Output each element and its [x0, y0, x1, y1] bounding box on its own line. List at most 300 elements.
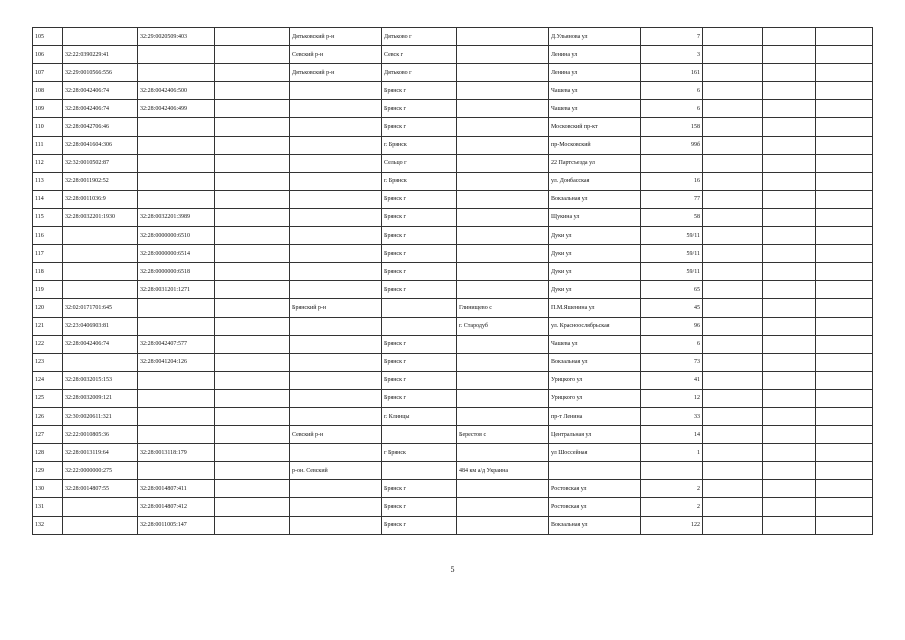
- table-cell: 58: [641, 208, 703, 226]
- table-cell: [816, 389, 873, 407]
- table-cell: [816, 154, 873, 172]
- table-cell: [290, 335, 382, 353]
- table-cell: 32:28:0013119:64: [63, 444, 138, 462]
- table-cell: [816, 407, 873, 425]
- table-cell: [703, 190, 763, 208]
- table-cell: [63, 281, 138, 299]
- table-cell: [138, 462, 215, 480]
- table-cell: Брянск г: [382, 190, 457, 208]
- table-cell: Вокзальная ул: [549, 353, 641, 371]
- table-cell: [816, 64, 873, 82]
- table-cell: [816, 227, 873, 245]
- table-cell: [63, 353, 138, 371]
- table-row: [33, 100, 873, 118]
- table-cell: [215, 154, 290, 172]
- table-cell: [763, 227, 816, 245]
- table-cell: [215, 190, 290, 208]
- table-cell: [457, 100, 549, 118]
- table-cell: Брянск г: [382, 281, 457, 299]
- table-cell: [290, 371, 382, 389]
- table-cell: 117: [33, 245, 63, 263]
- table-cell: 32:28:0000000:6510: [138, 227, 215, 245]
- table-cell: [763, 516, 816, 534]
- table-cell: [816, 100, 873, 118]
- table-cell: 32:29:0010566:556: [63, 64, 138, 82]
- table-cell: [457, 118, 549, 136]
- table-cell: 32:28:0013118:179: [138, 444, 215, 462]
- table-cell: [763, 245, 816, 263]
- table-cell: Ленина ул: [549, 64, 641, 82]
- table-cell: [382, 299, 457, 317]
- table-cell: [215, 46, 290, 64]
- table-cell: 109: [33, 100, 63, 118]
- table-cell: Урицкого ул: [549, 389, 641, 407]
- table-cell: Брянск г: [382, 335, 457, 353]
- table-row: [33, 82, 873, 100]
- table-cell: [703, 480, 763, 498]
- table-row: [33, 28, 873, 46]
- table-cell: 45: [641, 299, 703, 317]
- table-cell: 32:28:0041204:126: [138, 353, 215, 371]
- table-cell: 73: [641, 353, 703, 371]
- table-cell: [703, 371, 763, 389]
- table-cell: 6: [641, 100, 703, 118]
- table-cell: [457, 407, 549, 425]
- table-cell: [63, 516, 138, 534]
- table-cell: Центральная ул: [549, 426, 641, 444]
- table-cell: [816, 317, 873, 335]
- table-cell: [215, 281, 290, 299]
- table-cell: [290, 389, 382, 407]
- table-cell: 114: [33, 190, 63, 208]
- table-cell: 161: [641, 64, 703, 82]
- table-cell: 65: [641, 281, 703, 299]
- table-row: [33, 407, 873, 425]
- table-cell: [63, 245, 138, 263]
- table-cell: [215, 498, 290, 516]
- table-cell: 158: [641, 118, 703, 136]
- table-cell: [763, 281, 816, 299]
- table-cell: 32:28:0032201:3989: [138, 208, 215, 226]
- table-cell: [763, 46, 816, 64]
- table-row: [33, 426, 873, 444]
- table-cell: 106: [33, 46, 63, 64]
- table-cell: [290, 444, 382, 462]
- table-cell: 6: [641, 335, 703, 353]
- table-cell: [290, 82, 382, 100]
- table-cell: [138, 426, 215, 444]
- table-row: [33, 208, 873, 226]
- table-cell: Брянск г: [382, 480, 457, 498]
- table-cell: [816, 498, 873, 516]
- table-cell: 115: [33, 208, 63, 226]
- table-cell: 32:28:0011036:9: [63, 190, 138, 208]
- table-cell: [703, 407, 763, 425]
- table-cell: [763, 444, 816, 462]
- table-cell: Сельцо г: [382, 154, 457, 172]
- table-cell: Дуки ул: [549, 263, 641, 281]
- table-cell: [703, 208, 763, 226]
- table-cell: Д.Ульянова ул: [549, 28, 641, 46]
- table-cell: 32:28:0032009:121: [63, 389, 138, 407]
- table-cell: [215, 371, 290, 389]
- table-cell: Брянск г: [382, 353, 457, 371]
- table-cell: 59/11: [641, 263, 703, 281]
- table-cell: [290, 136, 382, 154]
- table-cell: 32:28:0011005:147: [138, 516, 215, 534]
- table-cell: 113: [33, 172, 63, 190]
- table-cell: пр-т Ленина: [549, 407, 641, 425]
- table-cell: [215, 172, 290, 190]
- table-row: [33, 371, 873, 389]
- table-cell: [816, 118, 873, 136]
- table-cell: Дятьковский р-н: [290, 64, 382, 82]
- table-cell: Дуки ул: [549, 281, 641, 299]
- table-cell: [290, 100, 382, 118]
- table-cell: [457, 154, 549, 172]
- table-cell: 32:28:0042406:74: [63, 82, 138, 100]
- table-cell: [703, 389, 763, 407]
- table-row: [33, 389, 873, 407]
- table-cell: [63, 263, 138, 281]
- table-cell: Брянск г: [382, 389, 457, 407]
- table-row: [33, 154, 873, 172]
- table-cell: 32:28:0032015:153: [63, 371, 138, 389]
- table-cell: Дятьково г: [382, 28, 457, 46]
- table-cell: Чашева ул: [549, 82, 641, 100]
- table-cell: [703, 317, 763, 335]
- table-cell: 32:28:0041604:306: [63, 136, 138, 154]
- table-cell: Брянск г: [382, 245, 457, 263]
- table-cell: [816, 426, 873, 444]
- table-cell: [816, 480, 873, 498]
- table-cell: Ростовская ул: [549, 498, 641, 516]
- table-cell: [290, 190, 382, 208]
- table-cell: [816, 462, 873, 480]
- table-cell: [763, 353, 816, 371]
- table-cell: [382, 462, 457, 480]
- table-cell: [138, 389, 215, 407]
- table-cell: 32:02:0171701:645: [63, 299, 138, 317]
- table-cell: [457, 389, 549, 407]
- table-cell: 105: [33, 28, 63, 46]
- table-cell: [215, 100, 290, 118]
- table-cell: [215, 136, 290, 154]
- table-cell: [215, 82, 290, 100]
- table-cell: [457, 227, 549, 245]
- table-cell: 32:28:0011902:52: [63, 172, 138, 190]
- table-cell: ул Шоссейная: [549, 444, 641, 462]
- table-cell: Чашева ул: [549, 100, 641, 118]
- table-cell: г. Брянск: [382, 136, 457, 154]
- table-cell: [763, 480, 816, 498]
- table-cell: Севск г: [382, 46, 457, 64]
- table-cell: [382, 317, 457, 335]
- table-cell: [290, 480, 382, 498]
- table-cell: 41: [641, 371, 703, 389]
- table-cell: [816, 516, 873, 534]
- table-cell: [138, 371, 215, 389]
- table-cell: [290, 317, 382, 335]
- table-cell: [763, 389, 816, 407]
- table-cell: 32:22:0000000:275: [63, 462, 138, 480]
- table-cell: [816, 190, 873, 208]
- table-cell: 130: [33, 480, 63, 498]
- table-cell: [549, 462, 641, 480]
- table-cell: [816, 82, 873, 100]
- table-cell: [763, 28, 816, 46]
- table-row: [33, 516, 873, 534]
- table-cell: [215, 353, 290, 371]
- table-cell: [290, 245, 382, 263]
- table-cell: 121: [33, 317, 63, 335]
- table-cell: [457, 245, 549, 263]
- table-cell: [457, 64, 549, 82]
- table-cell: [457, 82, 549, 100]
- table-cell: [816, 335, 873, 353]
- table-cell: [290, 353, 382, 371]
- table-cell: [703, 172, 763, 190]
- table-cell: Московский пр-кт: [549, 118, 641, 136]
- table-cell: [290, 227, 382, 245]
- table-row: [33, 227, 873, 245]
- table-cell: 2: [641, 498, 703, 516]
- table-row: [33, 245, 873, 263]
- table-cell: [703, 263, 763, 281]
- table-cell: [703, 154, 763, 172]
- table-cell: 32:28:0042406:74: [63, 100, 138, 118]
- table-cell: [138, 190, 215, 208]
- table-cell: г. Клинцы: [382, 407, 457, 425]
- table-cell: 107: [33, 64, 63, 82]
- table-cell: [703, 335, 763, 353]
- table-cell: Брянский р-н: [290, 299, 382, 317]
- table-cell: 124: [33, 371, 63, 389]
- table-cell: Брянск г: [382, 100, 457, 118]
- table-cell: пр-Московский: [549, 136, 641, 154]
- table-cell: [457, 136, 549, 154]
- table-cell: [215, 227, 290, 245]
- table-cell: Ленина ул: [549, 46, 641, 64]
- table-cell: 77: [641, 190, 703, 208]
- table-cell: [703, 118, 763, 136]
- table-cell: [215, 299, 290, 317]
- table-cell: Брянск г: [382, 263, 457, 281]
- table-cell: Брянск г: [382, 371, 457, 389]
- table-cell: [290, 281, 382, 299]
- table-cell: [138, 46, 215, 64]
- table-cell: Глинищево с: [457, 299, 549, 317]
- table-cell: 118: [33, 263, 63, 281]
- table-cell: [703, 281, 763, 299]
- table-cell: [138, 118, 215, 136]
- table-cell: р-он. Севский: [290, 462, 382, 480]
- table-cell: [63, 227, 138, 245]
- table-cell: Вокзальная ул: [549, 190, 641, 208]
- table-cell: [703, 426, 763, 444]
- table-cell: [763, 263, 816, 281]
- table-row: [33, 118, 873, 136]
- table-cell: [816, 353, 873, 371]
- table-cell: 59/11: [641, 227, 703, 245]
- table-cell: 33: [641, 407, 703, 425]
- table-cell: [763, 172, 816, 190]
- table-cell: 132: [33, 516, 63, 534]
- table-row: [33, 46, 873, 64]
- table-cell: 32:22:0390229:41: [63, 46, 138, 64]
- table-cell: [816, 444, 873, 462]
- table-cell: 32:28:0014807:412: [138, 498, 215, 516]
- table-row: [33, 353, 873, 371]
- table-cell: [763, 462, 816, 480]
- table-cell: [215, 426, 290, 444]
- table-cell: 32:28:0042406:499: [138, 100, 215, 118]
- table-cell: Дуки ул: [549, 227, 641, 245]
- table-cell: 32:23:0406903:81: [63, 317, 138, 335]
- table-cell: [457, 353, 549, 371]
- table-cell: [703, 46, 763, 64]
- table-cell: [215, 480, 290, 498]
- table-cell: 32:32:0010502:87: [63, 154, 138, 172]
- table-cell: [763, 100, 816, 118]
- table-cell: 6: [641, 82, 703, 100]
- table-cell: [763, 335, 816, 353]
- table-cell: [457, 281, 549, 299]
- table-row: [33, 498, 873, 516]
- table-cell: г. Стародуб: [457, 317, 549, 335]
- table-cell: 3: [641, 46, 703, 64]
- table-cell: г Брянск: [382, 444, 457, 462]
- table-cell: [816, 299, 873, 317]
- registry-table: [32, 27, 873, 535]
- table-cell: 128: [33, 444, 63, 462]
- table-cell: [816, 371, 873, 389]
- table-cell: [816, 28, 873, 46]
- table-cell: 120: [33, 299, 63, 317]
- table-cell: Брянск г: [382, 208, 457, 226]
- table-cell: 32:28:0042406:500: [138, 82, 215, 100]
- table-row: [33, 263, 873, 281]
- table-cell: [703, 299, 763, 317]
- table-cell: Щукина ул: [549, 208, 641, 226]
- table-cell: [215, 64, 290, 82]
- table-cell: 32:28:0042706:46: [63, 118, 138, 136]
- table-cell: 131: [33, 498, 63, 516]
- table-cell: [138, 154, 215, 172]
- table-cell: 59/11: [641, 245, 703, 263]
- table-cell: Севский р-н: [290, 426, 382, 444]
- table-cell: 484 км а/д Украина: [457, 462, 549, 480]
- table-cell: [290, 172, 382, 190]
- table-cell: [763, 82, 816, 100]
- table-cell: [215, 335, 290, 353]
- table-cell: Урицкого ул: [549, 371, 641, 389]
- table-cell: [816, 136, 873, 154]
- table-cell: 99б: [641, 136, 703, 154]
- table-row: [33, 317, 873, 335]
- table-cell: [763, 371, 816, 389]
- table-cell: Брянск г: [382, 82, 457, 100]
- table-cell: [763, 407, 816, 425]
- table-cell: [816, 172, 873, 190]
- table-cell: [703, 100, 763, 118]
- table-cell: Ростовская ул: [549, 480, 641, 498]
- table-cell: 14: [641, 426, 703, 444]
- table-cell: 122: [33, 335, 63, 353]
- table-cell: 32:28:0014807:55: [63, 480, 138, 498]
- table-cell: [457, 28, 549, 46]
- table-cell: 32:28:0000000:6514: [138, 245, 215, 263]
- table-row: [33, 136, 873, 154]
- table-cell: [703, 444, 763, 462]
- table-cell: Вокзальная ул: [549, 516, 641, 534]
- table-cell: 123: [33, 353, 63, 371]
- table-cell: 116: [33, 227, 63, 245]
- table-cell: 112: [33, 154, 63, 172]
- table-cell: 32:28:0000000:6518: [138, 263, 215, 281]
- table-cell: [457, 263, 549, 281]
- table-cell: [816, 281, 873, 299]
- table-cell: [457, 335, 549, 353]
- table-cell: [457, 371, 549, 389]
- table-cell: [763, 498, 816, 516]
- table-cell: [457, 172, 549, 190]
- table-cell: [763, 154, 816, 172]
- table-cell: [215, 245, 290, 263]
- table-cell: Брянск г: [382, 118, 457, 136]
- table-cell: Чашева ул: [549, 335, 641, 353]
- table-cell: [816, 245, 873, 263]
- table-cell: ул. Красноослябрьская: [549, 317, 641, 335]
- table-cell: [215, 516, 290, 534]
- table-cell: [215, 208, 290, 226]
- table-cell: [763, 208, 816, 226]
- table-cell: [138, 64, 215, 82]
- table-cell: [703, 353, 763, 371]
- table-cell: Берестов с: [457, 426, 549, 444]
- table-cell: [290, 208, 382, 226]
- table-cell: [290, 498, 382, 516]
- table-cell: 32:28:0042407:577: [138, 335, 215, 353]
- table-cell: [457, 190, 549, 208]
- table-cell: 111: [33, 136, 63, 154]
- table-cell: [703, 64, 763, 82]
- table-cell: [703, 462, 763, 480]
- table-cell: [290, 263, 382, 281]
- table-cell: [138, 317, 215, 335]
- table-cell: ул. Донбасская: [549, 172, 641, 190]
- table-cell: [290, 118, 382, 136]
- table-cell: [763, 136, 816, 154]
- table-cell: Севский р-н: [290, 46, 382, 64]
- table-cell: 119: [33, 281, 63, 299]
- table-cell: [290, 407, 382, 425]
- table-cell: 110: [33, 118, 63, 136]
- table-cell: [215, 444, 290, 462]
- table-cell: [138, 136, 215, 154]
- table-cell: 127: [33, 426, 63, 444]
- table-cell: [215, 407, 290, 425]
- table-cell: [703, 245, 763, 263]
- table-row: [33, 444, 873, 462]
- table-cell: [382, 426, 457, 444]
- table-cell: [457, 480, 549, 498]
- table-cell: [641, 462, 703, 480]
- table-cell: Брянск г: [382, 498, 457, 516]
- table-cell: 125: [33, 389, 63, 407]
- table-cell: [457, 208, 549, 226]
- table-cell: [816, 208, 873, 226]
